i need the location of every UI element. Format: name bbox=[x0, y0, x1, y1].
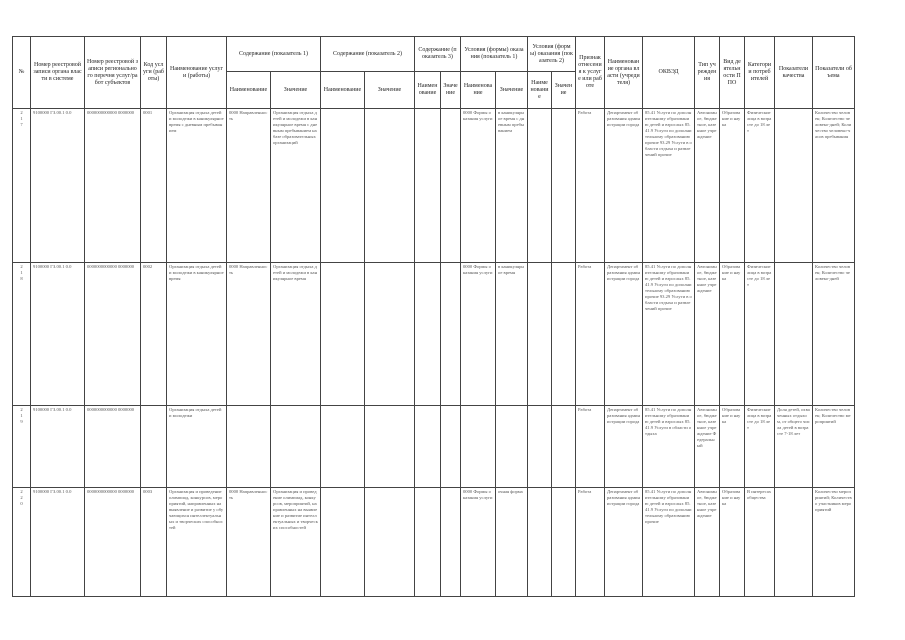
cell-conditions1-value: в каникулярное время bbox=[496, 263, 528, 406]
cell-okved: 85.41 Услуги по дополнительному образованию детей и взрослых 85.41.9 Услуги в области отдыха bbox=[643, 406, 695, 488]
header-conditions-2: Условия (формы) оказания (показатель 2) bbox=[528, 37, 576, 72]
header-code: Код услуги (работы) bbox=[141, 37, 167, 109]
header-content-2: Содержание (показатель 2) bbox=[321, 37, 415, 72]
cell-content1-value bbox=[271, 406, 321, 488]
cell-content2-name bbox=[321, 406, 365, 488]
header-payment: Категории потребителей bbox=[745, 37, 775, 109]
cell-name: Организация и проведение олимпиад, конкурсов, мероприятий, направленных на выявление и развитие у обучающихся интеллектуальных и творческих способностей bbox=[167, 488, 227, 597]
cell-registry-number: 9100000 ГЗ.00.1 0.0 bbox=[31, 406, 85, 488]
cell-conditions2-name bbox=[528, 488, 552, 597]
cell-conditions2-name bbox=[528, 406, 552, 488]
header-name: Наименование услуги (работы) bbox=[167, 37, 227, 109]
cell-okved: 85.41 Услуги по дополнительному образованию детей и взрослых 85.41.9 Услуги по дополнительному образованию прочие bbox=[643, 488, 695, 597]
subheader-name: Наименование bbox=[321, 72, 365, 109]
subheader-value: Значение bbox=[441, 72, 461, 109]
cell-quality bbox=[775, 263, 813, 406]
cell-content3-value bbox=[441, 109, 461, 263]
cell-registry-number: 9100000 ГЗ.00.1 0.0 bbox=[31, 109, 85, 263]
cell-quality bbox=[775, 488, 813, 597]
cell-code: 0001 bbox=[141, 109, 167, 263]
cell-num: 2 1 9 bbox=[13, 406, 31, 488]
cell-type: Автономное, бюджетное, казенное учреждение bbox=[695, 263, 720, 406]
cell-kind: Образование и наука bbox=[720, 263, 745, 406]
cell-reg-record: 0000000000000 0000000 bbox=[85, 488, 141, 597]
cell-content1-name: 0000 Направленность bbox=[227, 263, 271, 406]
cell-okved: 85.41 Услуги по дополнительному образованию детей и взрослых 85.41.9 Услуги по дополнительному образованию прочие 93.29 Услуги в области отдыха и развлечений прочие bbox=[643, 109, 695, 263]
cell-num: 2 1 8 bbox=[13, 263, 31, 406]
table-row bbox=[13, 406, 905, 488]
cell-code: 0003 bbox=[141, 488, 167, 597]
cell-conditions2-name bbox=[528, 109, 552, 263]
cell-sign: Работа bbox=[576, 488, 605, 597]
cell-sign: Работа bbox=[576, 263, 605, 406]
table-row bbox=[13, 263, 905, 406]
cell-volume: Количество человек; Количество человеко-дней bbox=[813, 263, 855, 406]
cell-conditions1-value: в каникулярное время с дневным пребыванием bbox=[496, 109, 528, 263]
subheader-value: Значение bbox=[496, 72, 528, 109]
cell-conditions2-name bbox=[528, 263, 552, 406]
cell-authority: Департамент образования администрации города bbox=[605, 406, 643, 488]
cell-sign: Работа bbox=[576, 109, 605, 263]
header-quality: Показатели качества bbox=[775, 37, 813, 109]
cell-conditions2-value bbox=[552, 406, 576, 488]
cell-sign: Работа bbox=[576, 406, 605, 488]
subheader-value: Значение bbox=[365, 72, 415, 109]
registry-sheet bbox=[12, 36, 893, 616]
cell-content2-value bbox=[365, 406, 415, 488]
cell-content3-name bbox=[415, 488, 441, 597]
cell-content2-name bbox=[321, 109, 365, 263]
header-content-1: Содержание (показатель 1) bbox=[227, 37, 321, 72]
header-sign: Признак отнесения к услуге или работе bbox=[576, 37, 605, 109]
cell-payment: Физические лица в возрасте до 18 лет bbox=[745, 263, 775, 406]
cell-volume: Количество человек; Количество мероприятий bbox=[813, 406, 855, 488]
cell-volume: Количество мероприятий; Количество участников мероприятий bbox=[813, 488, 855, 597]
cell-registry-number: 9100000 ГЗ.00.1 0.0 bbox=[31, 488, 85, 597]
cell-authority: Департамент образования администрации города bbox=[605, 109, 643, 263]
cell-authority: Департамент образования администрации города bbox=[605, 488, 643, 597]
cell-reg-record: 0000000000000 0000000 bbox=[85, 109, 141, 263]
cell-name: Организация отдыха детей и молодежи в каникулярное время с дневным пребыванием bbox=[167, 109, 227, 263]
subheader-name: Наименование bbox=[528, 72, 552, 109]
cell-conditions1-name: 0000 Формы оказания услуги bbox=[461, 488, 496, 597]
subheader-value: Значение bbox=[271, 72, 321, 109]
cell-name: Организация отдыха детей и молодежи в каникулярное время bbox=[167, 263, 227, 406]
table-row bbox=[13, 488, 905, 597]
cell-conditions1-value: очная форма bbox=[496, 488, 528, 597]
cell-content1-value: Организация отдыха детей и молодежи в каникулярное время bbox=[271, 263, 321, 406]
subheader-name: Наименование bbox=[415, 72, 441, 109]
cell-quality bbox=[775, 109, 813, 263]
header-conditions-1: Условия (формы) оказания (показатель 1) bbox=[461, 37, 528, 72]
cell-conditions1-name: 0000 Формы оказания услуги bbox=[461, 263, 496, 406]
header-num: № bbox=[13, 37, 31, 109]
cell-content1-name: 0000 Направленность bbox=[227, 109, 271, 263]
cell-content2-value bbox=[365, 488, 415, 597]
cell-reg-record: 0000000000000 0000000 bbox=[85, 406, 141, 488]
header-kind: Вид деятельности ППО bbox=[720, 37, 745, 109]
header-type: Тип учреждения bbox=[695, 37, 720, 109]
cell-content2-value bbox=[365, 109, 415, 263]
cell-conditions1-name: 0000 Формы оказания услуги bbox=[461, 109, 496, 263]
cell-kind: Образование и наука bbox=[720, 109, 745, 263]
cell-kind: Образование и наука bbox=[720, 488, 745, 597]
cell-type: Автономное, бюджетное, казенное учреждение bbox=[695, 109, 720, 263]
cell-reg-record: 0000000000000 0000000 bbox=[85, 263, 141, 406]
cell-quality: Доля детей, охваченных отдыхом, от общего числа детей в возрасте 7-18 лет bbox=[775, 406, 813, 488]
table-row bbox=[13, 109, 905, 263]
cell-content1-name: 0000 Направленность bbox=[227, 488, 271, 597]
header-reg-record: Номер реестровой записи регионального перечня услуг/работ субъектов bbox=[85, 37, 141, 109]
cell-content1-value: Организация и проведение олимпиад, конкурсов, мероприятий, направленных на выявление и развитие интеллектуальных и творческих способностей bbox=[271, 488, 321, 597]
registry-table bbox=[12, 36, 905, 597]
cell-content3-name bbox=[415, 263, 441, 406]
cell-volume: Количество человек; Количество человеко-дней; Количество человеко-часов пребывания bbox=[813, 109, 855, 263]
cell-payment: В интересах общества bbox=[745, 488, 775, 597]
cell-content2-name bbox=[321, 263, 365, 406]
header-authority: Наименование органа власти (учредителя) bbox=[605, 37, 643, 109]
cell-conditions1-value bbox=[496, 406, 528, 488]
header-volume: Показатели объема bbox=[813, 37, 855, 109]
cell-conditions2-value bbox=[552, 488, 576, 597]
cell-num: 2 1 7 bbox=[13, 109, 31, 263]
header-registry-number: Номер реестровой записи органа власти в системе bbox=[31, 37, 85, 109]
cell-content3-value bbox=[441, 263, 461, 406]
cell-name: Организация отдыха детей и молодежи bbox=[167, 406, 227, 488]
cell-conditions2-value bbox=[552, 109, 576, 263]
header-okved: ОКВЭД bbox=[643, 37, 695, 109]
cell-code: 0002 bbox=[141, 263, 167, 406]
cell-code bbox=[141, 406, 167, 488]
cell-type: Автономное, бюджетное, казенное учреждение Федеральный bbox=[695, 406, 720, 488]
cell-payment: Физические лица в возрасте до 18 лет bbox=[745, 109, 775, 263]
cell-conditions1-name bbox=[461, 406, 496, 488]
cell-content3-value bbox=[441, 406, 461, 488]
cell-content3-name bbox=[415, 406, 441, 488]
header-content-3: Содержание (показатель 3) bbox=[415, 37, 461, 72]
cell-content2-value bbox=[365, 263, 415, 406]
cell-content2-name bbox=[321, 488, 365, 597]
cell-kind: Образование и наука bbox=[720, 406, 745, 488]
cell-content3-name bbox=[415, 109, 441, 263]
subheader-value: Значение bbox=[552, 72, 576, 109]
header-row bbox=[13, 37, 905, 72]
subheader-name: Наименование bbox=[461, 72, 496, 109]
cell-num: 2 2 0 bbox=[13, 488, 31, 597]
cell-payment: Физические лица в возрасте до 18 лет bbox=[745, 406, 775, 488]
cell-okved: 85.41 Услуги по дополнительному образованию детей и взрослых 85.41.9 Услуги по дополнительному образованию прочие 93.29 Услуги в области отдыха и развлечений прочие bbox=[643, 263, 695, 406]
cell-content1-value: Организация отдыха детей и молодежи в каникулярное время с дневным пребыванием на базе образовательных организаций bbox=[271, 109, 321, 263]
cell-conditions2-value bbox=[552, 263, 576, 406]
subheader-name: Наименование bbox=[227, 72, 271, 109]
cell-type: Автономное, бюджетное, казенное учреждение bbox=[695, 488, 720, 597]
cell-content1-name bbox=[227, 406, 271, 488]
cell-registry-number: 9100000 ГЗ.00.1 0.0 bbox=[31, 263, 85, 406]
cell-authority: Департамент образования администрации города bbox=[605, 263, 643, 406]
cell-content3-value bbox=[441, 488, 461, 597]
